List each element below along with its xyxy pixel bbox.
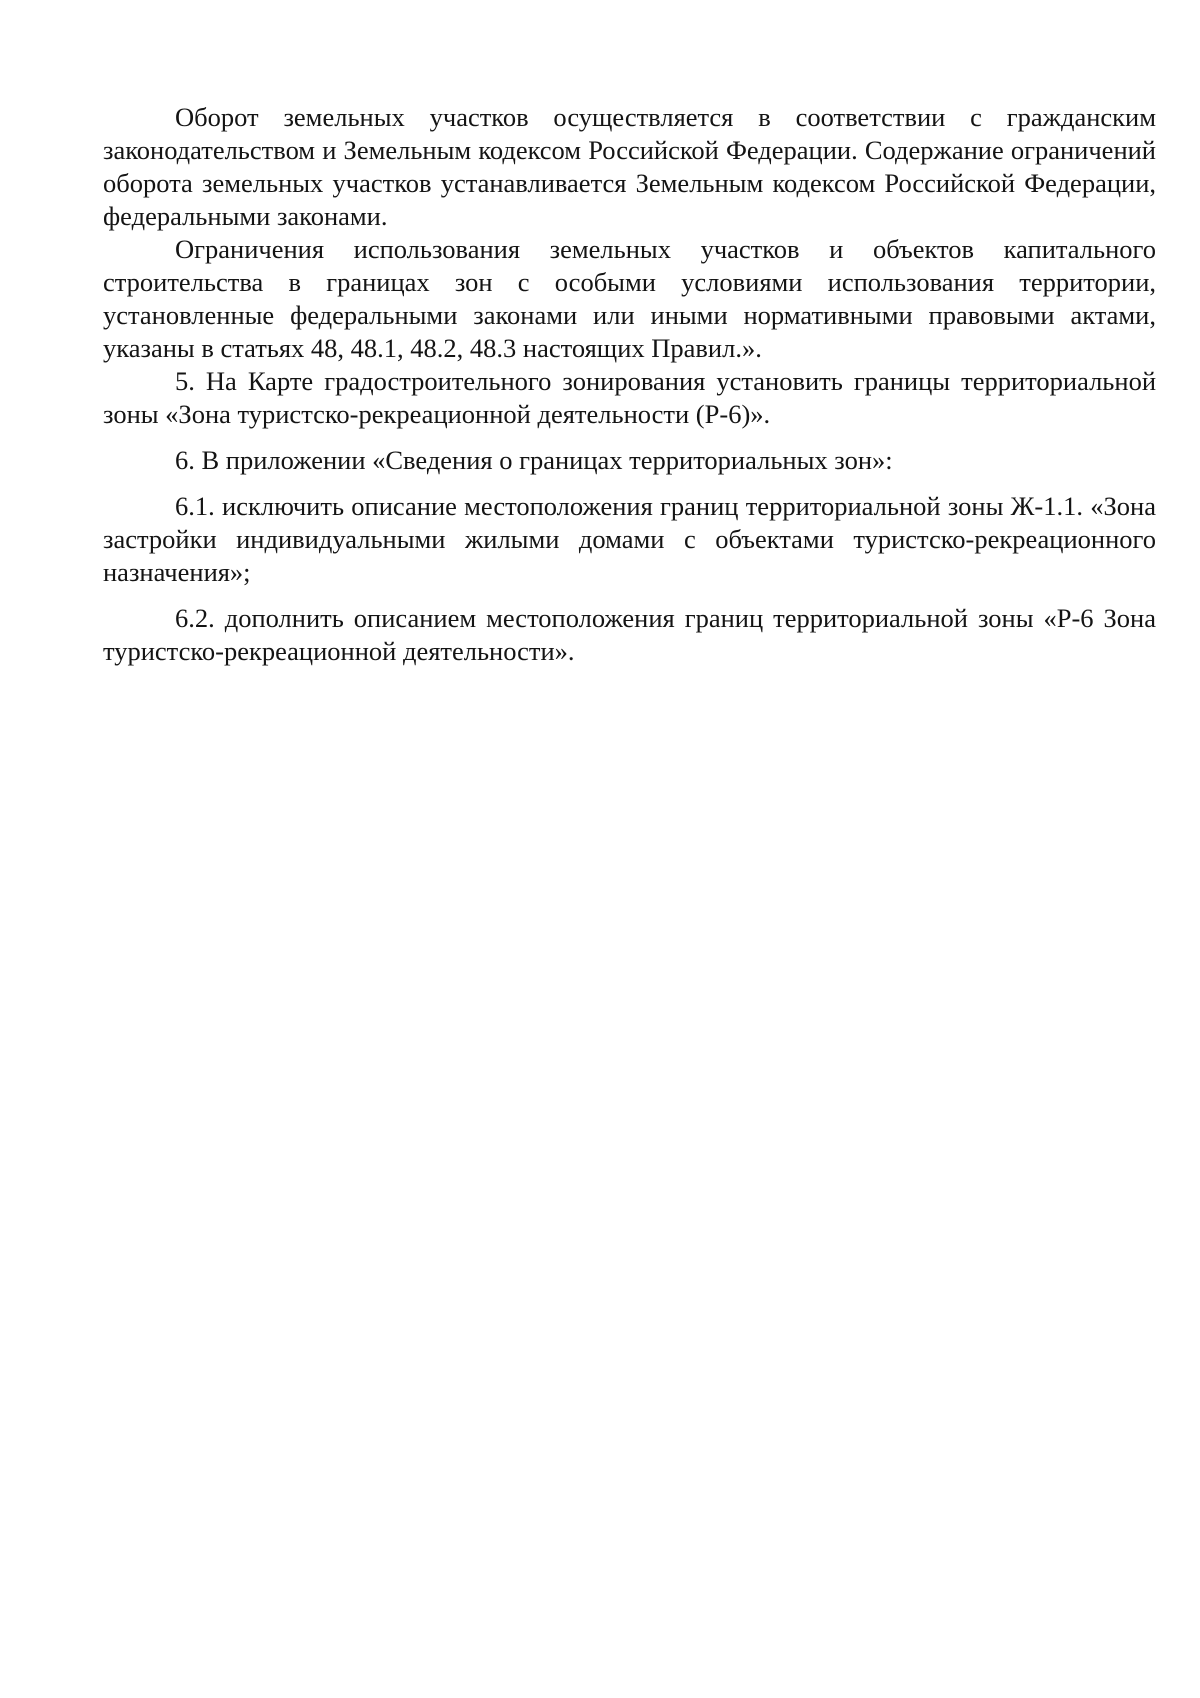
document-body <box>103 101 1156 668</box>
paragraph-item-5: 5. На Карте градостроительного зонирования установить границы территориальной зоны «Зона туристско-рекреационной деятельности (Р-6)». <box>103 366 1156 429</box>
paragraph-usage-restrictions: Ограничения использования земельных участков и объектов капитального строительства в границах зон с особыми условиями использования территории, установленные федеральными законами или иными нормативными правовыми актами, указаны в статьях 48, 48.1, 48.2, 48.3 настоящих Правил.». <box>103 234 1156 363</box>
paragraph-item-6-1: 6.1. исключить описание местоположения границ территориальной зоны Ж-1.1. «Зона застройки индивидуальными жилыми домами с объектами туристско-рекреационного назначения»; <box>103 491 1156 587</box>
paragraph-item-6: 6. В приложении «Сведения о границах территориальных зон»: <box>175 445 893 475</box>
paragraph-land-turnover: Оборот земельных участков осуществляется в соответствии с гражданским законодательством и Земельным кодексом Российской Федерации. Содержание ограничений оборота земельных участков устанавливается Земельным кодексом Российской Федерации, федеральными законами. <box>103 102 1156 231</box>
paragraph-item-6-2: 6.2. дополнить описанием местоположения границ территориальной зоны «Р-6 Зона туристско-рекреационной деятельности». <box>103 603 1156 666</box>
